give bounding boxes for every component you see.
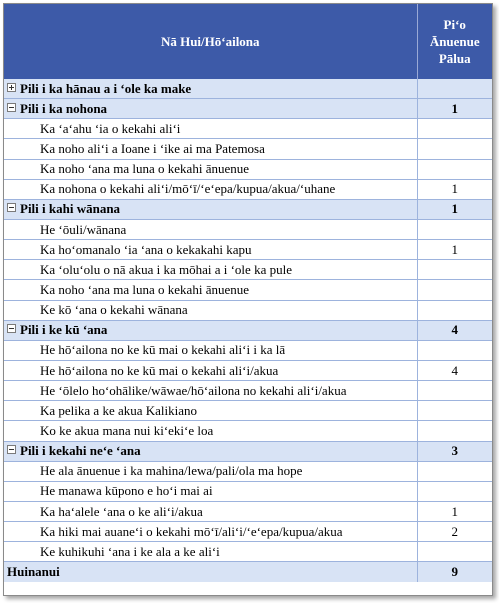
group-value[interactable]: 1 [417,99,492,119]
group-label: Pili i kahi wānana [20,201,121,217]
header-count-line1: Piʻo [443,17,466,32]
grand-total-value[interactable]: 9 [417,562,492,582]
item-value[interactable] [417,340,492,360]
group-label: Pili i ka nohona [20,100,108,116]
collapse-icon[interactable] [7,324,16,333]
item-value[interactable] [417,481,492,501]
item-label[interactable]: He ala ānuenue i ka mahina/lewa/pali/ola ma hope [4,461,417,481]
group-label: Pili i ke kū ʻana [20,322,108,338]
item-row[interactable] [4,219,492,239]
item-label[interactable]: Ka haʻalele ʻana o ke aliʻi/akua [4,501,417,521]
item-label[interactable]: Ka hiki mai auaneʻi o kekahi mōʻī/aliʻi/ʻeʻepa/kupua/akua [4,522,417,542]
expand-icon[interactable] [7,83,16,92]
item-row[interactable] [4,461,492,481]
grand-total-label[interactable]: Huinanui [4,562,417,582]
group-row[interactable] [4,199,492,219]
item-label[interactable]: He manawa kūpono e hoʻi mai ai [4,481,417,501]
item-row[interactable] [4,260,492,280]
item-label[interactable]: He ʻōuli/wānana [4,219,417,239]
item-label[interactable]: He hōʻailona no ke kū mai o kekahi aliʻi i ka lā [4,340,417,360]
item-row[interactable] [4,300,492,320]
header-category[interactable]: Nā Hui/Hōʻailona [4,4,417,79]
group-row[interactable] [4,320,492,340]
collapse-icon[interactable] [7,103,16,112]
item-label[interactable]: He ʻōlelo hoʻohālike/wāwae/hōʻailona no kekahi aliʻi/akua [4,381,417,401]
item-label[interactable]: Ke kō ʻana o kekahi wānana [4,300,417,320]
group-label: Pili i ka hānau a i ʻole ka make [20,80,192,96]
item-value[interactable]: 1 [417,240,492,260]
group-value[interactable]: 1 [417,199,492,219]
item-row[interactable] [4,179,492,199]
pivot-body [4,79,492,582]
item-row[interactable] [4,421,492,441]
item-label[interactable]: Ka noho ʻana ma luna o kekahi ānuenue [4,280,417,300]
item-value[interactable] [417,219,492,239]
group-label-cell[interactable] [4,320,417,340]
item-row[interactable] [4,401,492,421]
item-value[interactable]: 4 [417,360,492,380]
item-label[interactable]: Ka noho ʻana ma luna o kekahi ānuenue [4,159,417,179]
pivot-table [4,4,492,582]
group-row[interactable] [4,99,492,119]
group-label-cell[interactable] [4,199,417,219]
group-row[interactable] [4,79,492,99]
collapse-icon[interactable] [7,445,16,454]
item-row[interactable] [4,501,492,521]
group-row[interactable] [4,441,492,461]
item-label[interactable]: Ka nohona o kekahi aliʻi/mōʻī/ʻeʻepa/kupua/akua/ʻuhane [4,179,417,199]
item-label[interactable]: Ka pelika a ke akua Kalikiano [4,401,417,421]
grand-total-row[interactable] [4,562,492,582]
item-value[interactable] [417,260,492,280]
item-value[interactable] [417,300,492,320]
item-row[interactable] [4,159,492,179]
item-row[interactable] [4,360,492,380]
item-row[interactable] [4,240,492,260]
item-row[interactable] [4,542,492,562]
item-row[interactable] [4,522,492,542]
item-value[interactable] [417,421,492,441]
header-count-line3: Pālua [438,51,471,66]
header-count-line2: Ānuenue [429,34,480,49]
item-label[interactable]: Ka hoʻomanalo ʻia ʻana o kekakahi kapu [4,240,417,260]
item-value[interactable]: 2 [417,522,492,542]
item-row[interactable] [4,139,492,159]
item-row[interactable] [4,280,492,300]
group-label: Pili i kekahi neʻe ʻana [20,443,141,459]
item-value[interactable] [417,381,492,401]
item-row[interactable] [4,381,492,401]
group-value[interactable] [417,79,492,99]
group-value[interactable]: 4 [417,320,492,340]
collapse-icon[interactable] [7,203,16,212]
item-value[interactable]: 1 [417,501,492,521]
item-label[interactable]: Ka ʻoluʻolu o nā akua i ka mōhai a i ʻole ka pule [4,260,417,280]
item-label[interactable]: Ke kuhikuhi ʻana i ke ala a ke aliʻi [4,542,417,562]
item-row[interactable] [4,119,492,139]
header-count[interactable] [417,4,492,79]
item-value[interactable]: 1 [417,179,492,199]
item-value[interactable] [417,280,492,300]
item-value[interactable] [417,542,492,562]
item-row[interactable] [4,340,492,360]
group-label-cell[interactable] [4,99,417,119]
item-value[interactable] [417,401,492,421]
item-value[interactable] [417,119,492,139]
item-label[interactable]: Ka ʻaʻahu ʻia o kekahi aliʻi [4,119,417,139]
group-value[interactable]: 3 [417,441,492,461]
pivot-table-frame [3,3,493,596]
item-label[interactable]: He hōʻailona no ke kū mai o kekahi aliʻi/akua [4,360,417,380]
item-row[interactable] [4,481,492,501]
item-label[interactable]: Ka noho aliʻi a Ioane i ʻike ai ma Patemosa [4,139,417,159]
item-label[interactable]: Ko ke akua mana nui kiʻekiʻe loa [4,421,417,441]
group-label-cell[interactable] [4,79,417,99]
item-value[interactable] [417,139,492,159]
group-label-cell[interactable] [4,441,417,461]
item-value[interactable] [417,461,492,481]
item-value[interactable] [417,159,492,179]
header-row [4,4,492,79]
